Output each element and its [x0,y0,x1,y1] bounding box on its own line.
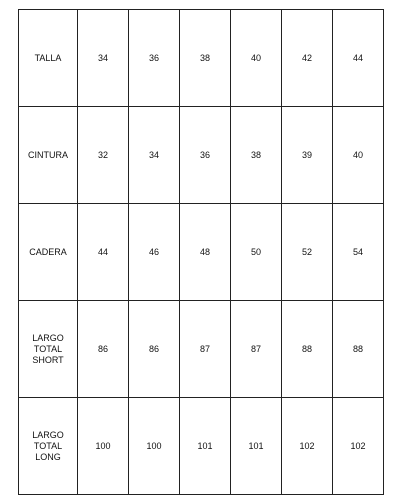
table-cell: 42 [282,10,333,107]
table-cell: 86 [78,301,129,398]
table-cell: 36 [129,10,180,107]
table-cell: 34 [129,107,180,204]
table-cell: 102 [282,398,333,495]
table-cell: 100 [129,398,180,495]
table-cell: 50 [231,204,282,301]
row-header-cell: CADERA [19,204,78,301]
table-cell: 88 [333,301,384,398]
row-header-cell: TALLA [19,10,78,107]
table-cell: 38 [180,10,231,107]
size-chart-body [19,10,384,495]
table-row [19,301,384,398]
table-cell: 44 [78,204,129,301]
table-cell: 101 [231,398,282,495]
table-cell: 39 [282,107,333,204]
table-cell: 40 [231,10,282,107]
table-row [19,204,384,301]
table-cell: 46 [129,204,180,301]
table-cell: 32 [78,107,129,204]
table-cell: 40 [333,107,384,204]
table-cell: 38 [231,107,282,204]
table-cell: 52 [282,204,333,301]
size-chart-table [18,9,384,495]
table-cell: 87 [231,301,282,398]
table-cell: 86 [129,301,180,398]
table-cell: 54 [333,204,384,301]
row-header-cell: LARGO TOTAL LONG [19,398,78,495]
table-cell: 87 [180,301,231,398]
row-header-cell: LARGO TOTAL SHORT [19,301,78,398]
table-cell: 102 [333,398,384,495]
table-cell: 34 [78,10,129,107]
table-cell: 44 [333,10,384,107]
table-cell: 88 [282,301,333,398]
table-cell: 100 [78,398,129,495]
table-row [19,398,384,495]
table-row [19,107,384,204]
row-header-cell: CINTURA [19,107,78,204]
table-cell: 36 [180,107,231,204]
table-cell: 101 [180,398,231,495]
table-cell: 48 [180,204,231,301]
table-row [19,10,384,107]
